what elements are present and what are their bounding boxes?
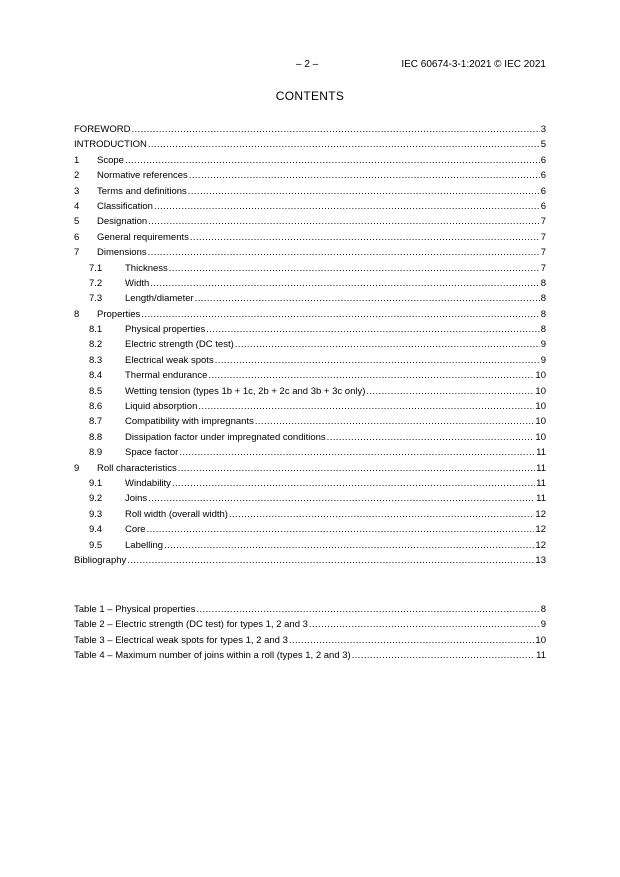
toc-entry-page: 6	[540, 200, 546, 212]
toc-entry[interactable]	[74, 476, 546, 491]
table-list-title: Table 2 – Electric strength (DC test) for types 1, 2 and 3	[74, 619, 308, 631]
table-list-page: 8	[540, 604, 546, 615]
toc-entry-page: 8	[540, 277, 546, 289]
toc-entry-number: 8.7	[89, 416, 103, 428]
toc-entry[interactable]	[74, 214, 546, 229]
contents-title: CONTENTS	[275, 89, 345, 103]
toc-entry-page: 9	[540, 354, 546, 366]
toc-entry-title: Space factor	[125, 447, 179, 459]
toc-entry[interactable]	[74, 184, 546, 199]
dot-leader	[148, 245, 540, 260]
toc-entry-page: 7	[540, 231, 546, 243]
toc-entry-page: 13	[535, 554, 546, 566]
toc-entry-number: 8.9	[89, 447, 103, 459]
dot-leader	[148, 491, 535, 506]
toc-entry-title: Electric strength (DC test)	[125, 339, 234, 351]
toc-entry[interactable]	[74, 368, 546, 383]
dot-leader	[255, 414, 535, 429]
toc-entry[interactable]	[74, 153, 546, 168]
toc-entry[interactable]	[74, 353, 546, 368]
toc-entry-number: 9.5	[89, 539, 103, 551]
dot-leader	[196, 602, 539, 617]
toc-entry-number: 2	[74, 170, 80, 182]
toc-entry-number: 8.1	[89, 324, 103, 336]
toc-entry[interactable]	[74, 507, 546, 522]
toc-entry[interactable]	[74, 199, 546, 214]
toc-entry-number: 3	[74, 185, 80, 197]
toc-entry[interactable]	[74, 553, 546, 568]
toc-entry[interactable]	[74, 230, 546, 245]
toc-entry[interactable]	[74, 322, 546, 337]
dot-leader	[148, 137, 540, 152]
toc-entry-page: 10	[535, 416, 546, 428]
toc-entry-number: 8	[74, 308, 80, 320]
toc-entry-title: Windability	[125, 477, 171, 489]
dot-leader	[188, 184, 540, 199]
toc-entry-page: 11	[536, 477, 546, 489]
toc-entry-title: Joins	[125, 493, 148, 505]
toc-entry[interactable]	[74, 168, 546, 183]
toc-entry[interactable]	[74, 245, 546, 260]
dot-leader	[127, 553, 534, 568]
toc-entry[interactable]	[74, 430, 546, 445]
toc-entry-page: 10	[535, 431, 546, 443]
toc-entry-page: 12	[535, 539, 546, 551]
toc-entry-page: 7	[540, 247, 546, 259]
page-number: – 2 –	[296, 59, 319, 70]
toc-entry-title: Compatibility with impregnants	[125, 416, 254, 428]
toc-entry-title: Thickness	[125, 262, 168, 274]
toc-entry-number: 8.8	[89, 431, 103, 443]
table-list-entry[interactable]	[74, 633, 546, 648]
dot-leader	[235, 337, 540, 352]
toc-entry-number: 8.5	[89, 385, 103, 397]
toc-entry-number: 8.4	[89, 370, 103, 382]
toc-entry-page: 7	[540, 216, 546, 228]
toc-entry-title: FOREWORD	[74, 124, 131, 135]
dot-leader	[190, 230, 540, 245]
table-list-title: Table 4 – Maximum number of joins within a roll (types 1, 2 and 3)	[74, 650, 351, 662]
toc-entry-title: Terms and definitions	[97, 185, 187, 197]
toc-entry-number: 9	[74, 462, 80, 474]
toc-entry-page: 12	[535, 524, 546, 536]
toc-entry-number: 7	[74, 247, 80, 259]
toc-entry[interactable]	[74, 414, 546, 429]
toc-entry-title: Wetting tension (types 1b + 1c, 2b + 2c and 3b + 3c only)	[125, 385, 366, 397]
list-of-tables	[74, 602, 546, 664]
table-list-title: Table 3 – Electrical weak spots for types 1, 2 and 3	[74, 634, 288, 646]
toc-entry-title: Scope	[97, 154, 124, 166]
toc-entry-page: 6	[540, 185, 546, 197]
toc-entry-title: Bibliography	[74, 554, 127, 566]
toc-entry[interactable]	[74, 445, 546, 460]
toc-entry-page: 11	[536, 493, 546, 505]
toc-entry-page: 5	[540, 139, 546, 151]
toc-entry-number: 7.2	[89, 277, 103, 289]
toc-entry-page: 10	[535, 401, 546, 413]
toc-entry-number: 7.1	[89, 262, 103, 274]
dot-leader	[178, 461, 535, 476]
dot-leader	[172, 476, 535, 491]
dot-leader	[125, 153, 540, 168]
toc-entry-page: 10	[535, 385, 546, 397]
dot-leader	[150, 276, 539, 291]
toc-entry-number: 6	[74, 231, 80, 243]
toc-entry[interactable]	[74, 137, 546, 152]
toc-entry[interactable]	[74, 461, 546, 476]
toc-entry-title: Classification	[97, 200, 153, 212]
toc-entry-page: 6	[540, 154, 546, 166]
toc-entry-number: 9.3	[89, 508, 103, 520]
table-list-title: Table 1 – Physical properties	[74, 604, 196, 615]
toc-entry-title: Normative references	[97, 170, 188, 182]
dot-leader	[164, 538, 534, 553]
toc-entry[interactable]	[74, 122, 546, 137]
dot-leader	[198, 399, 534, 414]
dot-leader	[147, 522, 535, 537]
toc-entry-title: Length/diameter	[125, 293, 194, 305]
toc-entry-page: 9	[540, 339, 546, 351]
toc-entry-page: 6	[540, 170, 546, 182]
page-header	[0, 59, 620, 73]
toc-entry[interactable]	[74, 291, 546, 306]
toc-entry[interactable]	[74, 261, 546, 276]
toc-entry-number: 8.6	[89, 401, 103, 413]
toc-entry-number: 9.4	[89, 524, 103, 536]
toc-entry-page: 12	[535, 508, 546, 520]
dot-leader	[179, 445, 535, 460]
toc-entry-title: Labelling	[125, 539, 164, 551]
toc-entry-title: Electrical weak spots	[125, 354, 214, 366]
toc-entry-number: 7.3	[89, 293, 103, 305]
dot-leader	[195, 291, 540, 306]
dot-leader	[366, 384, 534, 399]
table-list-entry[interactable]	[74, 617, 546, 632]
toc-entry[interactable]	[74, 276, 546, 291]
toc-entry-title: Properties	[97, 308, 141, 320]
dot-leader	[206, 322, 539, 337]
toc-entry[interactable]	[74, 538, 546, 553]
table-list-entry[interactable]	[74, 648, 546, 663]
dot-leader	[169, 261, 540, 276]
dot-leader	[229, 507, 534, 522]
toc-entry-number: 8.2	[89, 339, 103, 351]
dot-leader	[215, 353, 540, 368]
toc-entry-title: Dimensions	[97, 247, 147, 259]
table-list-page: 9	[540, 619, 546, 631]
toc-entry-title: Thermal endurance	[125, 370, 208, 382]
toc-entry[interactable]	[74, 399, 546, 414]
dot-leader	[154, 199, 540, 214]
dot-leader	[309, 617, 540, 632]
toc-entry-title: Dissipation factor under impregnated conditions	[125, 431, 326, 443]
toc-entry-title: Roll width (overall width)	[125, 508, 228, 520]
toc-entry-title: Roll characteristics	[97, 462, 177, 474]
dot-leader	[352, 648, 535, 663]
dot-leader	[189, 168, 540, 183]
toc-entry-number: 4	[74, 200, 80, 212]
toc-entry[interactable]	[74, 307, 546, 322]
toc-entry-title: Designation	[97, 216, 148, 228]
table-of-contents	[74, 122, 546, 568]
toc-entry-page: 7	[540, 262, 546, 274]
toc-entry-title: INTRODUCTION	[74, 139, 147, 151]
toc-entry-title: Width	[125, 277, 150, 289]
toc-entry-page: 8	[540, 324, 546, 336]
dot-leader	[131, 122, 539, 137]
toc-entry[interactable]	[74, 337, 546, 352]
toc-entry-number: 8.3	[89, 354, 103, 366]
toc-entry-number: 9.1	[89, 477, 103, 489]
toc-entry-number: 5	[74, 216, 80, 228]
toc-entry-title: General requirements	[97, 231, 189, 243]
dot-leader	[141, 307, 539, 322]
toc-entry[interactable]	[74, 384, 546, 399]
table-list-entry[interactable]	[74, 602, 546, 617]
document-reference: IEC 60674-3-1:2021 © IEC 2021	[401, 59, 546, 70]
toc-entry-title: Core	[125, 524, 146, 536]
toc-entry-page: 10	[535, 370, 546, 382]
toc-entry-page: 8	[540, 308, 546, 320]
toc-entry-page: 11	[536, 447, 546, 459]
dot-leader	[208, 368, 534, 383]
toc-entry-page: 3	[540, 124, 546, 135]
dot-leader	[327, 430, 535, 445]
toc-entry-page: 11	[536, 462, 546, 474]
toc-entry-title: Liquid absorption	[125, 401, 198, 413]
table-list-page: 11	[536, 650, 546, 662]
toc-entry-number: 9.2	[89, 493, 103, 505]
toc-entry[interactable]	[74, 491, 546, 506]
toc-entry-title: Physical properties	[125, 324, 206, 336]
toc-entry[interactable]	[74, 522, 546, 537]
toc-entry-page: 8	[540, 293, 546, 305]
toc-entry-number: 1	[74, 154, 80, 166]
dot-leader	[148, 214, 540, 229]
table-list-page: 10	[535, 634, 546, 646]
dot-leader	[289, 633, 535, 648]
